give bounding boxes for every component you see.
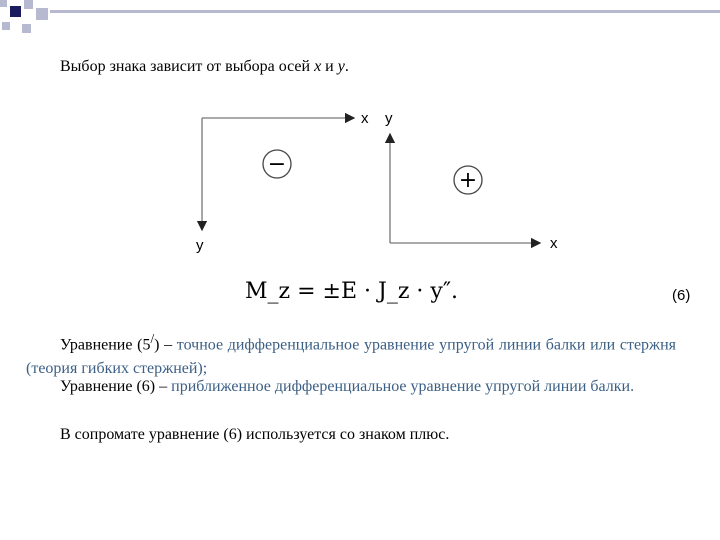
p1-mid: ) – <box>154 336 177 354</box>
p1-prefix: Уравнение (5 <box>60 336 151 354</box>
intro-suffix: . <box>344 58 349 75</box>
paragraph-2 <box>26 375 676 399</box>
minus-sign-icon: − <box>267 152 287 177</box>
p2-prefix: Уравнение (6) – <box>60 378 172 395</box>
paragraph-3 <box>26 423 676 447</box>
right-axes <box>385 110 558 252</box>
intro-text <box>60 58 349 76</box>
equation-number: (6) <box>672 287 691 304</box>
p2-definition: приближенное дифференциальное уравнение упругой линии балки. <box>171 378 635 395</box>
intro-conj: и <box>321 58 338 75</box>
decorative-squares <box>0 0 720 40</box>
axes-diagram <box>180 100 580 270</box>
right-x-label: x <box>550 235 558 252</box>
right-y-label: y <box>385 110 393 127</box>
p3-text: В сопромате уравнение (6) используется со знаком плюс. <box>60 426 450 443</box>
left-y-label: y <box>196 237 204 254</box>
left-axes <box>196 110 369 254</box>
paragraph-1 <box>26 327 676 381</box>
left-x-label: x <box>361 110 369 127</box>
intro-prefix: Выбор знака зависит от выбора осей <box>60 58 315 75</box>
intro-x: x <box>314 58 322 75</box>
p1-prime: / <box>150 331 155 346</box>
plus-sign-icon: + <box>458 168 478 193</box>
p1-definition: точное дифференциальное уравнение упругой линии балки или стержня (теория гибких стержней); <box>26 336 677 378</box>
formula: M_z = ±E · J_z · y″. <box>245 279 459 304</box>
intro-y: y <box>337 58 345 75</box>
